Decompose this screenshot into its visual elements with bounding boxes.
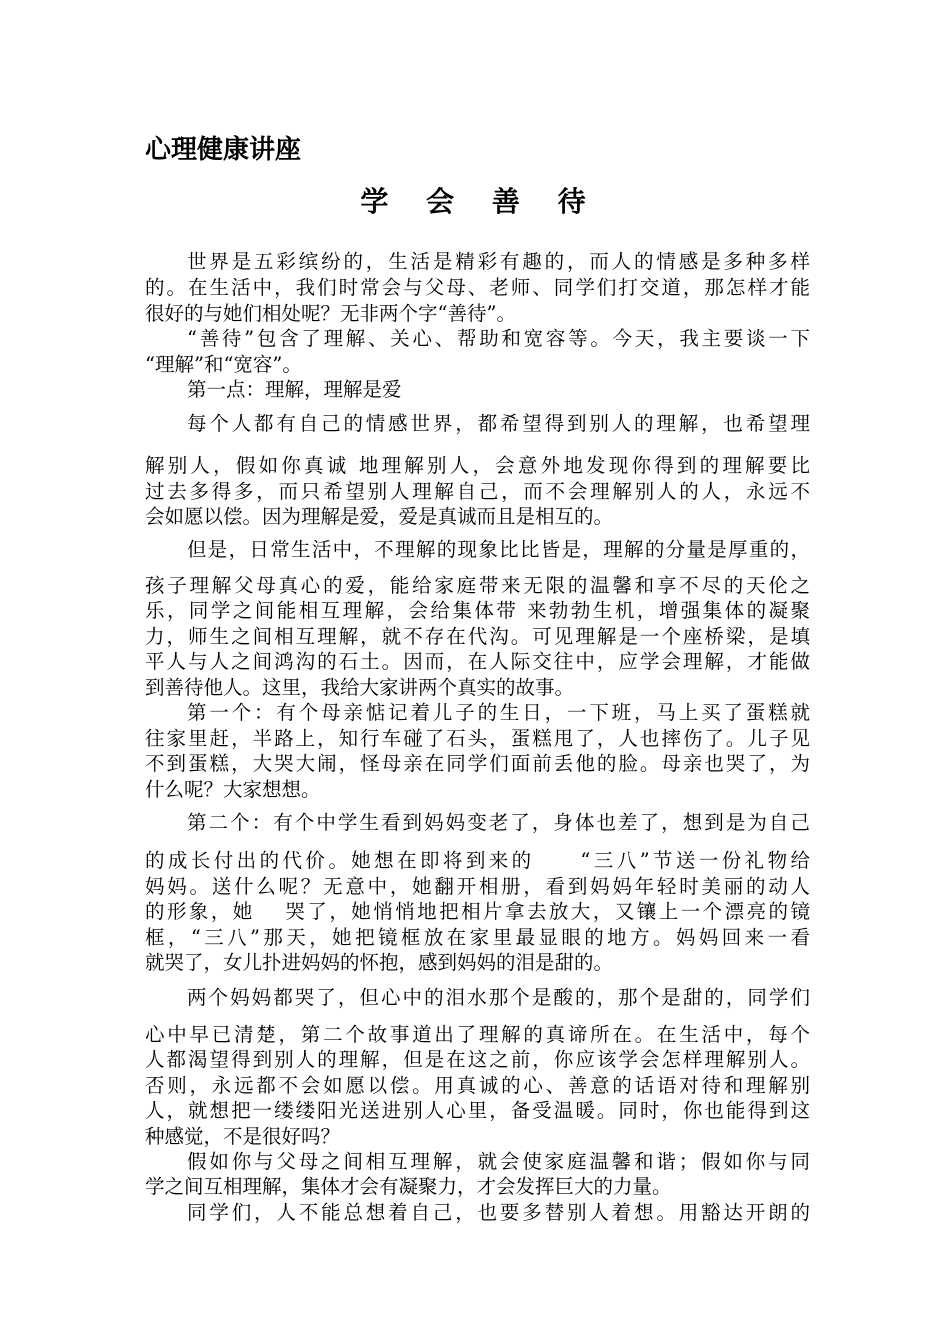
text-line: 种感觉，不是很好吗？	[145, 1125, 341, 1148]
text-line: 力，师生之间相互理解，就不存在代沟。可见理解是一个座桥梁，是填	[145, 625, 810, 648]
text-line: 两个妈妈都哭了，但心中的泪水那个是酸的，那个是甜的，同学们	[187, 986, 810, 1009]
text-line: 学之间互相理解，集体才会有凝聚力，才会发挥巨大的力量。	[145, 1175, 672, 1198]
document-title: 学 会 善 待	[360, 185, 600, 218]
text-line: 否则，永远都不会如愿以偿。用真诚的心、善意的话语对待和理解别	[145, 1074, 810, 1097]
text-line: 每个人都有自己的情感世界，都希望得到别人的理解，也希望理	[187, 412, 810, 435]
text-line: 但是，日常生活中，不理解的现象比比皆是，理解的分量是厚重的，	[187, 538, 810, 561]
text-line: 就哭了，女儿扑进妈妈的怀抱，感到妈妈的泪是甜的。	[145, 951, 614, 974]
text-line: 孩子理解父母真心的爱，能给家庭带来无限的温馨和享不尽的天伦之	[145, 574, 810, 597]
text-line: 妈妈。送什么呢？无意中，她翻开相册，看到妈妈年轻时美丽的动人	[145, 875, 810, 898]
text-line: 的。在生活中，我们时常会与父母、老师、同学们打交道，那怎样才能	[145, 276, 810, 299]
text-line: 平人与人之间鸿沟的石土。因而，在人际交往中，应学会理解，才能做	[145, 650, 810, 673]
text-line: 乐，同学之间能相互理解，会给集体带 来勃勃生机，增强集体的凝聚	[145, 599, 810, 622]
text-line: “善待”包含了理解、关心、帮助和宽容等。今天，我主要谈一下	[187, 327, 810, 350]
lecture-header: 心理健康讲座	[145, 135, 302, 165]
text-line: 过去多得多，而只希望别人理解自己，而不会理解别人的人，永远不	[145, 480, 810, 503]
text-line: 的成长付出的代价。她想在即将到来的 “三八”节送一份礼物给	[145, 849, 810, 872]
text-line: 的形象，她 哭了，她悄悄地把相片拿去放大，又镶上一个漂亮的镜	[145, 900, 810, 923]
text-line: 同学们，人不能总想着自己，也要多替别人着想。用豁达开朗的	[187, 1201, 810, 1224]
text-line: 世界是五彩缤纷的，生活是精彩有趣的，而人的情感是多种多样	[187, 250, 810, 273]
text-line: 框，“三八”那天，她把镜框放在家里最显眼的地方。妈妈回来一看	[145, 926, 810, 949]
text-line: 很好的与她们相处呢？无非两个字“善待”。	[145, 302, 516, 325]
text-line: 心中早已清楚，第二个故事道出了理解的真谛所在。在生活中，每个	[145, 1023, 810, 1046]
text-line: 假如你与父母之间相互理解，就会使家庭温馨和谐；假如你与同	[187, 1150, 810, 1173]
text-line: 不到蛋糕，大哭大闹，怪母亲在同学们面前丢他的脸。母亲也哭了，为	[145, 752, 810, 775]
text-line: 第一点：理解，理解是爱	[187, 378, 402, 401]
text-line: 人都渴望得到别人的理解，但是在这之前，你应该学会怎样理解别人。	[145, 1048, 810, 1071]
text-line: 会如愿以偿。因为理解是爱，爱是真诚而且是相互的。	[145, 505, 614, 528]
text-line: 第二个：有个中学生看到妈妈变老了，身体也差了，想到是为自己	[187, 811, 810, 834]
text-line: 什么呢？大家想想。	[145, 778, 321, 801]
text-line: 第一个：有个母亲惦记着儿子的生日，一下班，马上买了蛋糕就	[187, 701, 810, 724]
text-line: “理解”和“宽容”。	[145, 353, 302, 376]
text-line: 人，就想把一缕缕阳光送进别人心里，备受温暖。同时，你也能得到这	[145, 1099, 810, 1122]
text-line: 往家里赶，半路上，知行车碰了石头，蛋糕甩了，人也摔伤了。儿子见	[145, 727, 810, 750]
text-line: 到善待他人。这里，我给大家讲两个真实的故事。	[145, 676, 575, 699]
text-line: 解别人，假如你真诚 地理解别人，会意外地发现你得到的理解要比	[145, 454, 810, 477]
